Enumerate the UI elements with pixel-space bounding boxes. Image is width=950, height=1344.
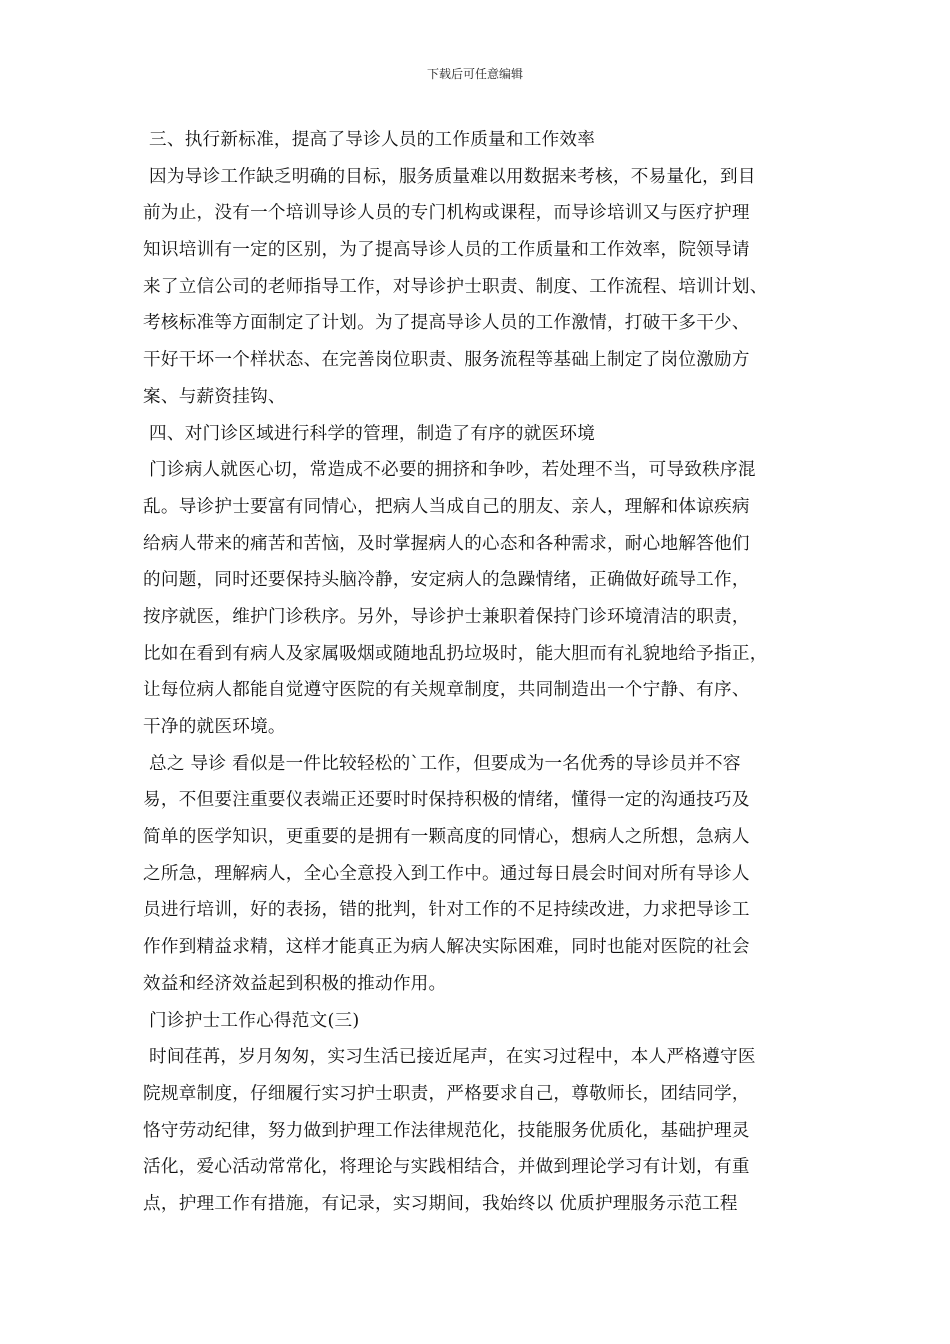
text-line: 干好干坏一个样状态、在完善岗位职责、服务流程等基础上制定了岗位激励方 [143,350,750,371]
text-line: 乱。导诊护士要富有同情心，把病人当成自己的朋友、亲人，理解和体谅疾病 [143,496,750,517]
text-line: 让每位病人都能自觉遵守医院的有关规章制度，共同制造出一个宁静、有序、 [143,680,750,701]
text-line: 恪守劳动纪律，努力做到护理工作法律规范化，技能服务优质化，基础护理灵 [143,1120,750,1141]
text-line: 干净的就医环境。 [143,717,286,737]
text-line: 知识培训有一定的区别，为了提高导诊人员的工作质量和工作效率，院领导请 [143,240,750,261]
text-line: 之所急，理解病人，全心全意投入到工作中。通过每日晨会时间对所有导诊人 [143,863,750,884]
text-line: 三、执行新标准，提高了导诊人员的工作质量和工作效率 [149,130,596,150]
text-line: 总之 导诊 看似是一件比较轻松的`工作，但要成为一名优秀的导诊员并不容 [149,753,741,774]
text-line: 给病人带来的痛苦和苦恼，及时掌握病人的心态和各种需求，耐心地解答他们 [143,533,750,554]
text-line: 来了立信公司的老师指导工作，对导诊护士职责、制度、工作流程、培训计划、 [143,276,768,297]
text-line: 前为止，没有一个培训导诊人员的专门机构或课程，而导诊培训又与医疗护理 [143,203,750,224]
text-line: 比如在看到有病人及家属吸烟或随地乱扔垃圾时，能大胆而有礼貌地给予指正， [143,643,768,664]
text-line: 员进行培训，好的表扬，错的批判，针对工作的不足持续改进，力求把导诊工 [143,900,750,921]
text-line: 因为导诊工作缺乏明确的目标，服务质量难以用数据来考核，不易量化，到目 [149,166,756,187]
text-line: 时间荏苒，岁月匆匆，实习生活已接近尾声，在实习过程中，本人严格遵守医 [149,1047,756,1068]
text-line: 简单的医学知识，更重要的是拥有一颗高度的同情心，想病人之所想，急病人 [143,827,750,848]
page-header: 下载后可任意编辑 [426,67,523,81]
text-line: 按序就医，维护门诊秩序。另外，导诊护士兼职着保持门诊环境清洁的职责， [143,606,750,627]
text-line: 活化，爱心活动常常化，将理论与实践相结合，并做到理论学习有计划，有重 [143,1157,750,1178]
text-line: 案、与薪资挂钩、 [143,386,286,407]
text-line: 院规章制度，仔细履行实习护士职责，严格要求自己，尊敬师长，团结同学， [143,1083,750,1104]
text-line: 点，护理工作有措施，有记录，实习期间，我始终以 优质护理服务示范工程 [143,1193,738,1214]
text-line: 作作到精益求精，这样才能真正为病人解决实际困难，同时也能对医院的社会 [143,937,750,958]
text-line: 四、对门诊区域进行科学的管理，制造了有序的就医环境 [149,423,596,444]
document-body [143,122,823,1223]
text-line: 的问题，同时还要保持头脑冷静，安定病人的急躁情绪，正确做好疏导工作， [143,570,750,591]
text-line: 效益和经济效益起到积极的推动作用。 [143,973,447,994]
text-line: 门诊病人就医心切，常造成不必要的拥挤和争吵，若处理不当，可导致秩序混 [149,460,756,481]
text-line: 门诊护士工作心得范文(三) [149,1010,360,1031]
text-line: 易，不但要注重要仪表端正还要时时保持积极的情绪，懂得一定的沟通技巧及 [143,790,750,811]
text-line: 考核标准等方面制定了计划。为了提高导诊人员的工作激情，打破干多干少、 [143,313,750,334]
